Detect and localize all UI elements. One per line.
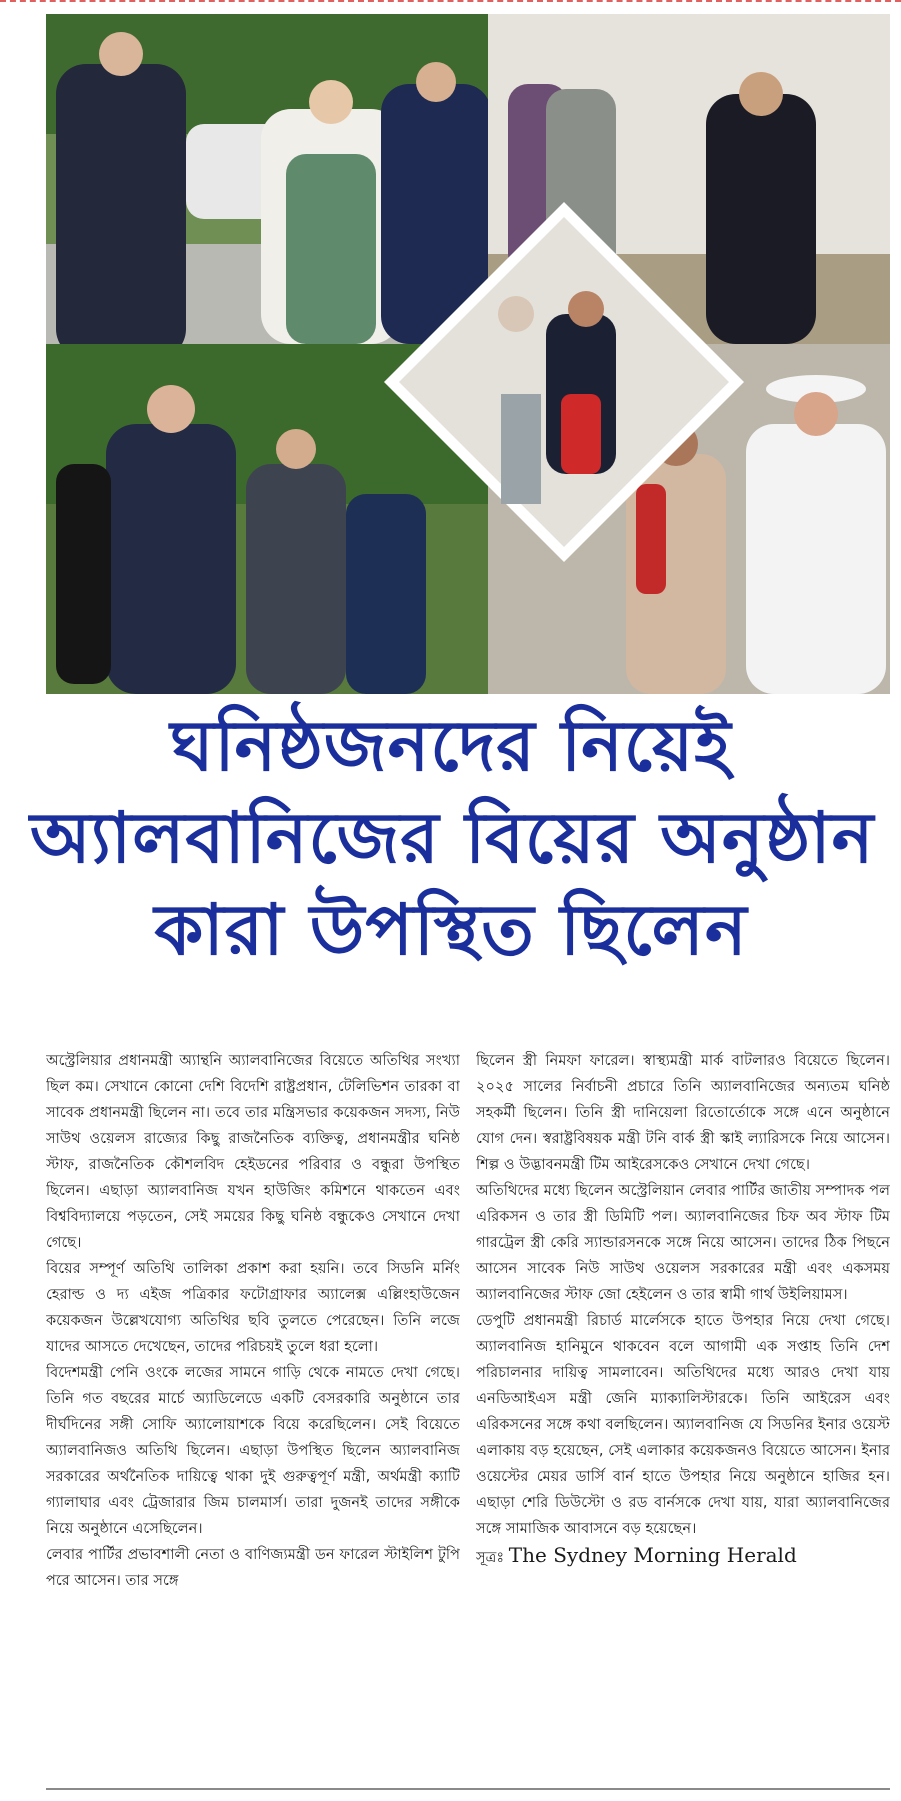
paragraph: অস্ট্রেলিয়ার প্রধানমন্ত্রী অ্যান্থনি অ্যালবানিজের বিয়েতে অতিথির সংখ্যা ছিল কম। সেখানে কোনো দেশি বিদেশি রাষ্ট্রপ্রধান, টেলিভিশন তারকা বা সাবেক প্রধানমন্ত্রী ছিলেন না। তবে তার মন্ত্রিসভার কয়েকজন সদস্য, নিউ সাউথ ওয়েলস রাজ্যের কিছু রাজনৈতিক ব্যক্তিত্ব, প্রধানমন্ত্রীর ঘনিষ্ঠ স্টাফ, রাজনৈতিক কৌশলবিদ হেইডনের পরিবার ও বন্ধুরা উপস্থিত ছিলেন। এছাড়া অ্যালবানিজ যখন হাউজিং কমিশনে থাকতেন এবং বিশ্ববিদ্যালয়ে পড়তেন, সেই সময়ের কিছু ঘনিষ্ঠ বন্ধুকেও সেখানে দেখা গেছে। [46, 1052, 460, 1251]
headline-line-2: অ্যালবানিজের বিয়ের অনুষ্ঠান [30, 797, 875, 879]
paragraph: ডেপুটি প্রধানমন্ত্রী রিচার্ড মার্লেসকে হাতে উপহার নিয়ে দেখা গেছে। অ্যালবানিজ হানিমুনে থাকবেন বলে আগামী এক সপ্তাহ তিনি দেশ পরিচালনার দায়িত্ব সামলাবেন। অতিথিদের মধ্যে আরও দেখা যায় এনডিআইএস মন্ত্রী জেনি ম্যাক্যালিস্টারকে। তিনি আইরেস এবং এরিকসনের সঙ্গে কথা বলছিলেন। অ্যালবানিজ যে সিডনির ইনার ওয়েস্ট এলাকায় বড় হয়েছেন, সেই এলাকার কয়েকজনও বিয়েতে আসেন। ইনার ওয়েস্টের মেয়র ডার্সি বার্ন হাতে উপহার নিয়ে অনুষ্ঠানে হাজির হন। এছাড়া শেরি ডিউস্টো ও রড বার্নসকে দেখা যায়, যারা অ্যালবানিজের সঙ্গে সামাজিক আবাসনে বড় হয়েছেন। [476, 1312, 890, 1537]
headline [30, 700, 875, 976]
paragraph: ছিলেন স্ত্রী নিমফা ফারেল। স্বাস্থ্যমন্ত্রী মার্ক বাটলারও বিয়েতে ছিলেন। ২০২৫ সালের নির্বাচনী প্রচারে তিনি অ্যালবানিজের অন্যতম ঘনিষ্ঠ সহকর্মী ছিলেন। তিনি স্ত্রী দানিয়েলা রিতোর্তোকে সঙ্গে এনে অনুষ্ঠানে যোগ দেন। স্বরাষ্ট্রবিষয়ক মন্ত্রী টনি বার্ক স্ত্রী স্কাই ল্যারিসকে নিয়ে আসেন। শিল্প ও উদ্ভাবনমন্ত্রী টিম আইরেসকেও সেখানে দেখা গেছে। [476, 1052, 890, 1173]
source-prefix: সূত্রঃ [476, 1549, 505, 1566]
photo-collage [46, 14, 890, 694]
article-column-right [476, 1048, 890, 1783]
source-credit [476, 1542, 890, 1571]
paragraph: বিদেশমন্ত্রী পেনি ওংকে লজের সামনে গাড়ি থেকে নামতে দেখা গেছে। তিনি গত বছরের মার্চে অ্যাডিলেডে একটি বেসরকারি অনুষ্ঠানে তার দীর্ঘদিনের সঙ্গী সোফি অ্যালোয়াশকে বিয়ে করেছিলেন। সেই বিয়েতে অ্যালবানিজও অতিথি ছিলেন। এছাড়া উপস্থিত ছিলেন অ্যালবানিজ সরকারের অর্থনৈতিক দায়িত্বে থাকা দুই গুরুত্বপূর্ণ মন্ত্রী, অর্থমন্ত্রী ক্যাটি গ্যালাঘার এবং ট্রেজারার জিম চালমার্স। তারা দুজনই তাদের সঙ্গীকে নিয়ে অনুষ্ঠানে এসেছিলেন। [46, 1364, 460, 1537]
paragraph: লেবার পার্টির প্রভাবশালী নেতা ও বাণিজ্যমন্ত্রী ডন ফারেল স্টাইলিশ টুপি পরে আসেন। তার সঙ্গে [46, 1546, 460, 1589]
headline-line-1: ঘনিষ্ঠজনদের নিয়েই [170, 705, 732, 787]
bottom-rule [46, 1788, 890, 1790]
photo-top-left [46, 14, 491, 359]
paragraph: বিয়ের সম্পূর্ণ অতিথি তালিকা প্রকাশ করা হয়নি। তবে সিডনি মর্নিং হেরাল্ড ও দ্য এইজ পত্রিকার ফটোগ্রাফার অ্যালেক্স এল্লিংহাউজেন কয়েকজন উল্লেখযোগ্য অতিথির ছবি তুলতে পেরেছেন। তিনি লজে যাদের আসতে দেখেছেন, তাদের পরিচয়ই তুলে ধরা হলো। [46, 1260, 460, 1355]
headline-line-3: কারা উপস্থিত ছিলেন [154, 889, 748, 971]
top-dashed-rule [0, 0, 901, 2]
article-column-left [46, 1048, 460, 1783]
paragraph: অতিথিদের মধ্যে ছিলেন অস্ট্রেলিয়ান লেবার পার্টির জাতীয় সম্পাদক পল এরিকসন ও তার স্ত্রী ডিমিটি পল। অ্যালবানিজের চিফ অব স্টাফ টিম গারট্রেল স্ত্রী কেরি স্যান্ডারসনকে সঙ্গে নিয়ে আসেন। তাদের ঠিক পিছনে আসেন সাবেক নিউ সাউথ ওয়েলস সরকারের মন্ত্রী এবং একসময় অ্যালবানিজের স্টাফ জো হেইলেন ও তার স্বামী গার্থ উইলিয়ামস। [476, 1182, 890, 1303]
source-name: The Sydney Morning Herald [508, 1543, 797, 1567]
article-body [46, 1048, 890, 1783]
